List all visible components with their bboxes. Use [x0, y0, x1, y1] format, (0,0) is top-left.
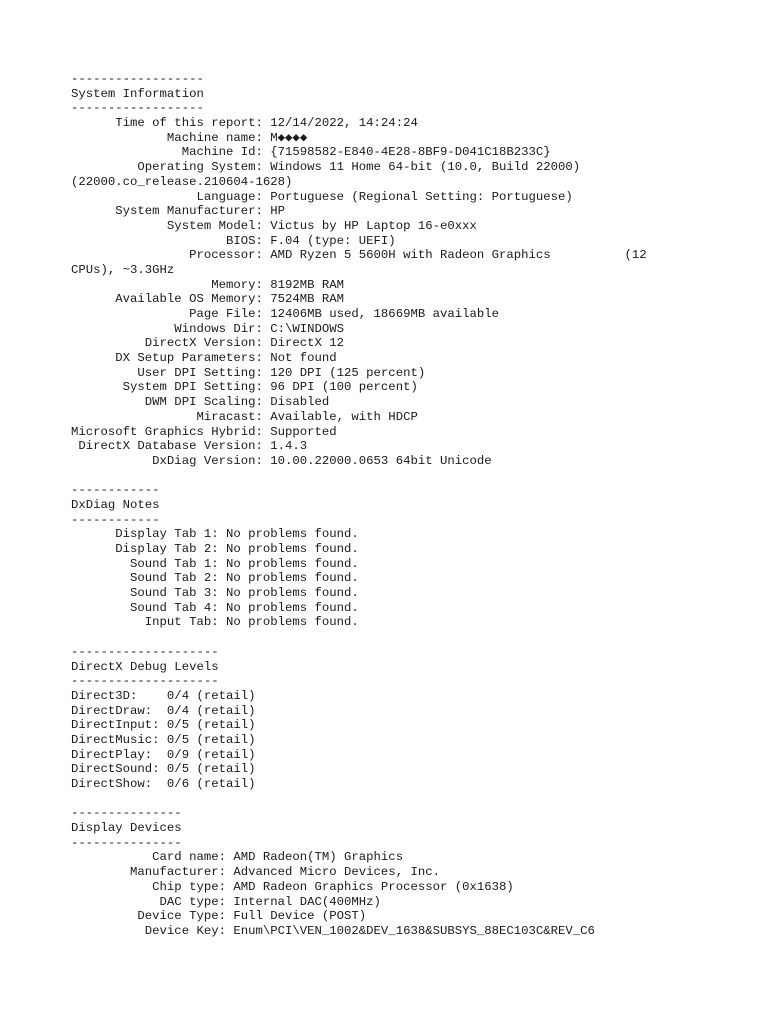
report-line: ---------------: [71, 806, 182, 821]
report-line: Machine name: M◆◆◆◆: [71, 130, 308, 145]
report-line: [71, 630, 751, 645]
report-line: Sound Tab 3: No problems found.: [71, 586, 359, 601]
report-line: Manufacturer: Advanced Micro Devices, Inc.: [71, 865, 440, 880]
report-line: [71, 469, 751, 484]
report-line: DirectDraw: 0/4 (retail): [71, 703, 256, 718]
report-line: ------------------: [71, 72, 204, 86]
report-line: DWM DPI Scaling: Disabled: [71, 395, 330, 410]
report-line: System Information: [71, 86, 204, 101]
report-line: Machine Id: {71598582-E840-4E28-8BF9-D041C18B233C}: [71, 145, 551, 160]
report-line: Page File: 12406MB used, 18669MB available: [71, 307, 500, 321]
report-line: Device Type: Full Device (POST): [71, 909, 367, 924]
report-line: System DPI Setting: 96 DPI (100 percent): [71, 380, 418, 395]
report-line: DirectShow: 0/6 (retail): [71, 777, 256, 791]
report-line: BIOS: F.04 (type: UEFI): [71, 233, 396, 248]
report-line: DirectX Debug Levels: [71, 659, 219, 674]
report-line: Operating System: Windows 11 Home 64-bit (10.0, Build 22000): [71, 160, 581, 175]
report-line: DX Setup Parameters: Not found: [71, 351, 337, 366]
report-line: Time of this report: 12/14/2022, 14:24:24: [71, 116, 418, 131]
report-line: Device Key: Enum\PCI\VEN_1002&DEV_1638&SUBSYS_88EC103C&REV_C6: [71, 923, 595, 938]
report-line: DirectPlay: 0/9 (retail): [71, 747, 256, 762]
report-line: DxDiag Notes: [71, 497, 160, 512]
report-line: DirectInput: 0/5 (retail): [71, 718, 256, 733]
report-line: Sound Tab 4: No problems found.: [71, 600, 359, 615]
report-line: Processor: AMD Ryzen 5 5600H with Radeon Graphics (12: [71, 248, 647, 263]
report-line: System Manufacturer: HP: [71, 204, 286, 219]
report-line: Display Tab 1: No problems found.: [71, 527, 359, 542]
report-line: Miracast: Available, with HDCP: [71, 409, 418, 424]
report-line: CPUs), ~3.3GHz: [71, 262, 175, 277]
report-line: Memory: 8192MB RAM: [71, 277, 345, 292]
report-line: User DPI Setting: 120 DPI (125 percent): [71, 365, 426, 380]
report-line: --------------------: [71, 644, 219, 659]
report-line: System Model: Victus by HP Laptop 16-e0xxx: [71, 218, 477, 233]
report-line: ---------------: [71, 835, 182, 850]
report-line: ------------: [71, 483, 160, 498]
report-line: Card name: AMD Radeon(TM) Graphics: [71, 850, 404, 865]
report-line: DAC type: Internal DAC(400MHz): [71, 894, 381, 909]
dxdiag-report: [71, 72, 751, 939]
report-line: (22000.co_release.210604-1628): [71, 174, 293, 189]
report-line: ------------------: [71, 101, 204, 116]
report-line: Windows Dir: C:\WINDOWS: [71, 321, 345, 336]
report-line: DxDiag Version: 10.00.22000.0653 64bit Unicode: [71, 453, 492, 468]
report-line: DirectMusic: 0/5 (retail): [71, 732, 256, 747]
report-line: [71, 792, 751, 807]
report-line: Microsoft Graphics Hybrid: Supported: [71, 424, 337, 439]
report-line: DirectX Database Version: 1.4.3: [71, 439, 308, 454]
report-line: Display Tab 2: No problems found.: [71, 542, 359, 556]
report-line: Language: Portuguese (Regional Setting: Portuguese): [71, 189, 573, 204]
report-line: Chip type: AMD Radeon Graphics Processor (0x1638): [71, 879, 514, 894]
report-line: Available OS Memory: 7524MB RAM: [71, 292, 345, 307]
report-line: ------------: [71, 512, 160, 527]
report-line: Display Devices: [71, 821, 182, 836]
report-line: Direct3D: 0/4 (retail): [71, 688, 256, 703]
report-line: Sound Tab 1: No problems found.: [71, 556, 359, 571]
report-line: DirectSound: 0/5 (retail): [71, 762, 256, 777]
report-line: Sound Tab 2: No problems found.: [71, 571, 359, 586]
report-line: --------------------: [71, 674, 219, 689]
report-line: DirectX Version: DirectX 12: [71, 336, 345, 351]
report-line: Input Tab: No problems found.: [71, 615, 359, 630]
